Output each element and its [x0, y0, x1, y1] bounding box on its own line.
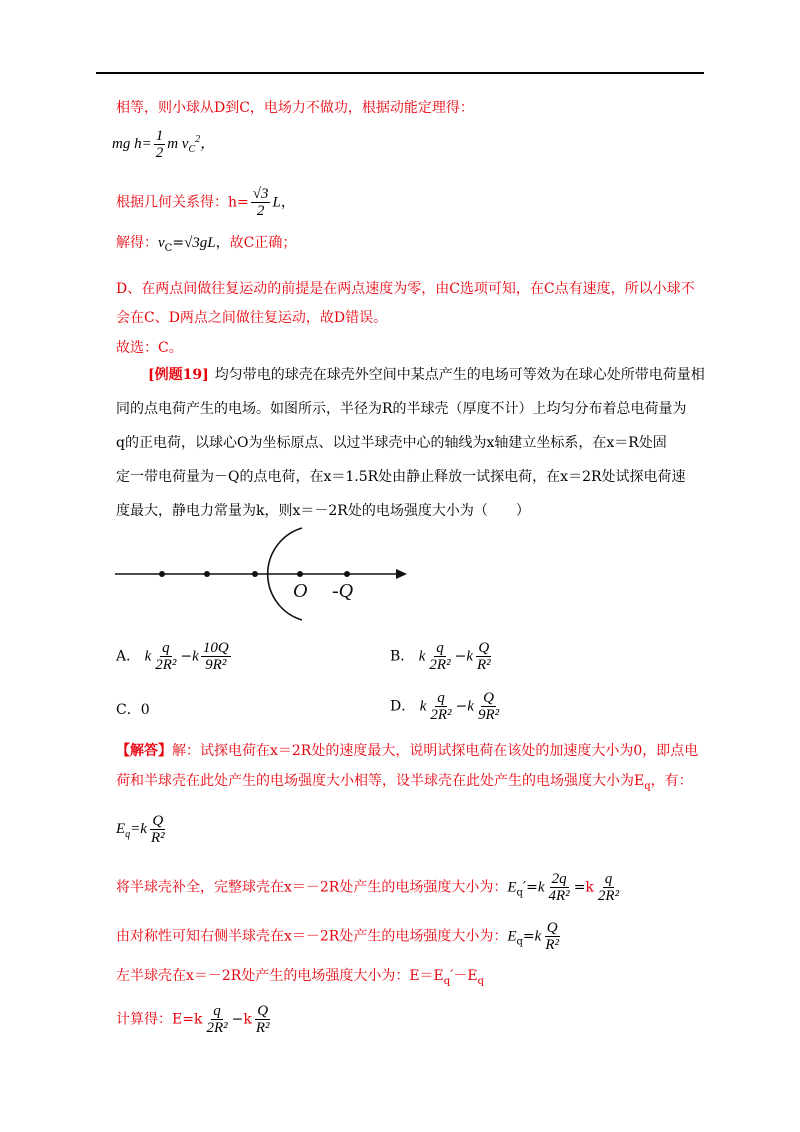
answer-line-2: 荷和半球壳在此处产生的电场强度大小相等，设半球壳在此处产生的电场强度大小为$E_q$，有：: [116, 773, 693, 792]
eq-sign: =: [141, 135, 152, 152]
text-line-left-half: 左半球壳在x＝－2R处产生的电场强度大小为：$E=E_q'-E_q$: [116, 968, 485, 987]
origin-point: [297, 571, 303, 577]
charge-point: [344, 571, 350, 577]
text-line-complete: 将半球壳补全，完整球壳在x＝－2R处产生的电场强度大小为：$E_q'=k$ $\frac{2q}{\text{4R²}}$ =k $\frac{q}{\text{2R²}}$: [116, 871, 620, 904]
text-line-1: 相等，则小球从D到C，电场力不做功，根据动能定理得：: [116, 100, 474, 116]
label-o: O: [293, 580, 308, 602]
text-line-symmetry: 由对称性可知右侧半球壳在x＝－2R处产生的电场强度大小为：$E_q=k$ $\frac{Q}{\text{R²}}$: [116, 920, 559, 953]
equation-energy: mg h= $\frac{1}{2}$ m $v_C^2$，: [112, 128, 216, 161]
label-q: -Q: [332, 580, 354, 602]
option-c[interactable]: C．0: [116, 702, 150, 718]
option-b[interactable]: B． k $\frac{q}{\text{2R²}}$ −k $\frac{Q}{\text{R²}}$: [390, 640, 491, 673]
equation-eq: $E_q=k$ $\frac{Q}{\text{R²}}$: [116, 813, 165, 846]
eq-term: mg h: [112, 135, 142, 152]
fraction: $\frac{√3}{2}$: [252, 186, 269, 219]
text-line-d-option-cont: 会在C、D两点之间做往复运动，故D错误。: [116, 310, 388, 326]
header-rule: [96, 72, 704, 74]
text-line-d-option: D、在两点间做往复运动的前提是在两点速度为零，由C选项可知，在C点有速度，所以小球不: [116, 281, 695, 297]
example-tag: [例题19]: [148, 367, 209, 383]
fraction: $\frac{1}{2}$: [155, 128, 164, 161]
answer-line-1: 【解答】解：试探电荷在x＝2R处的速度最大，说明试探电荷在该处的加速度大小为0，即点电: [116, 743, 699, 759]
answer-tag: 【解答】: [116, 743, 172, 759]
example-19-line-2: q的正电荷，以球心O为坐标原点、以过半球壳中心的轴线为x轴建立坐标系，在x＝R处固: [116, 435, 667, 451]
axis-point: [159, 571, 165, 577]
text-line-choice: 故选：C。: [116, 340, 183, 356]
text-line-calc: 计算得：E=k $\frac{q}{\text{2R²}}$ −k $\frac{Q}{\text{R²}}$: [116, 1003, 270, 1036]
example-19-line-3: 定一带电荷量为－Q的点电荷，在x＝1.5R处由静止释放一试探电荷，在x＝2R处试探电荷速: [116, 469, 686, 485]
axis-arrow: [396, 569, 407, 579]
example-19-line-1: 同的点电荷产生的电场。如图所示，半径为R的半球壳（厚度不计）上均匀分布着总电荷量为: [116, 401, 687, 417]
axis-point: [252, 571, 258, 577]
figure-hemisphere-axis: [110, 525, 415, 625]
text-line-geometry: 根据几何关系得：h= $\frac{√3}{2}$ L，: [116, 186, 295, 219]
option-a[interactable]: A． k $\frac{q}{\text{2R²}}$ −k $\frac{10Q}{\text{9R²}}$: [116, 640, 229, 673]
example-19-line-4: 度最大，静电力常量为k，则x＝－2R处的电场强度大小为（ ）: [116, 503, 530, 519]
eq-term: m v: [167, 135, 189, 152]
example-19-line-0: [例题19] 均匀带电的球壳在球壳外空间中某点产生的电场可等效为在球心处所带电荷量相: [148, 367, 705, 383]
axis-point: [204, 571, 210, 577]
option-d[interactable]: D． k $\frac{q}{\text{2R²}}$ −k $\frac{Q}{\text{9R²}}$: [390, 690, 500, 723]
text-line-solve: 解得：$v_C=√3gL$，故C正确；: [116, 235, 297, 254]
